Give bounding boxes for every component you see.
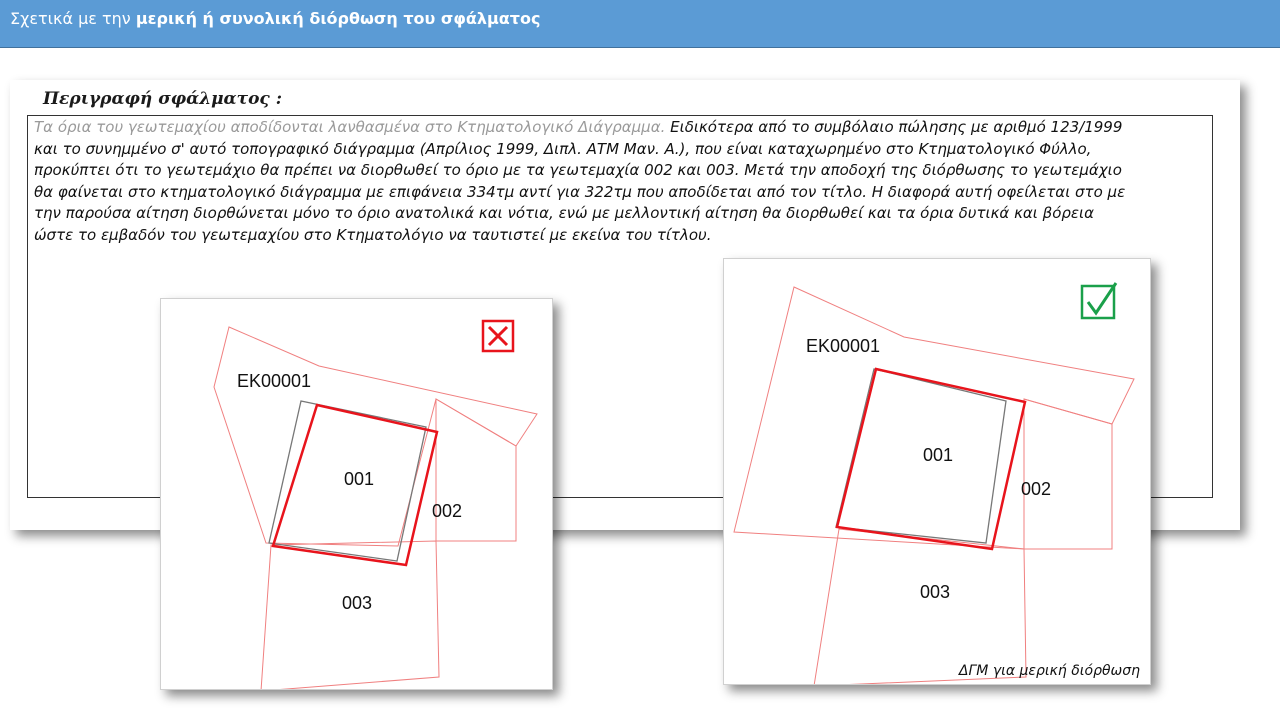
page-title-prefix: Σχετικά με την xyxy=(10,9,136,28)
error-description-heading: Περιγραφή σφάλματος : xyxy=(43,89,282,109)
error-description-body: Ειδικότερα από το συμβόλαιο πώλησης με αριθμό 123/1999 και το συνημμένο σ' αυτό τοπογραφικό διάγραμμα (Απρίλιος 1999, Διπλ. ΑΤΜ Μαν. Α.), που είναι καταχωρημένο στο Κτηματολογικό Φύλλο, προκύπτει ότι το γεωτεμάχιο θα πρέπει να διορθωθεί το όριο με τα γεωτεμαχία 002 και 003. Μετά την αποδοχή της διόρθωσης το γεωτεμάχιο θα φαίνεται στο κτηματολογικό διάγραμμα με επιφάνεια 334τμ αντί για 322τμ που αποδίδεται από τον τίτλο. Η διαφορά αυτή οφείλεται στο με την παρούσα αίτηση διορθώνεται μόνο το όριο ανατολικά και νότια, ενώ με μελλοντική αίτηση θα διορθωθεί και τα όρια δυτικά και βόρεια ώστε το εμβαδόν του γεωτεμαχίου στο Κτηματολόγιο να ταυτιστεί με εκείνα του τίτλου. xyxy=(34,118,1126,244)
page-title-bold: μερική ή συνολική διόρθωση του σφάλματος xyxy=(135,9,541,28)
parcel-003-outline xyxy=(814,529,1026,685)
diagram-full-correction xyxy=(160,298,553,690)
parcel-ek00001-outline xyxy=(734,287,1134,549)
label-001: 001 xyxy=(923,445,954,465)
diagram-left-svg xyxy=(161,299,553,690)
error-description-intro: Τα όρια του γεωτεμαχίου αποδίδονται λανθασμένα στο Κτηματολογικό Διάγραμμα. xyxy=(34,118,671,136)
diagram-caption: ΔΓΜ για μερική διόρθωση xyxy=(958,663,1140,679)
label-003: 003 xyxy=(342,593,373,613)
parcel-001-original-outline xyxy=(836,369,1006,543)
header-bar xyxy=(0,0,1280,48)
cross-box-icon xyxy=(483,321,513,351)
label-002: 002 xyxy=(1021,479,1052,499)
diagram-right-svg xyxy=(724,259,1151,685)
parcel-ek00001-outline xyxy=(214,327,537,546)
label-001: 001 xyxy=(344,469,375,489)
label-002: 002 xyxy=(432,501,463,521)
label-ek00001: EK00001 xyxy=(806,336,881,356)
label-ek00001: EK00001 xyxy=(237,371,312,391)
parcel-002-outline xyxy=(1024,399,1112,549)
parcel-003-outline xyxy=(261,541,439,690)
error-description-text xyxy=(34,117,1134,246)
label-003: 003 xyxy=(920,582,951,602)
diagram-partial-correction xyxy=(723,258,1151,685)
page-title xyxy=(10,9,540,28)
check-box-icon xyxy=(1082,283,1116,318)
